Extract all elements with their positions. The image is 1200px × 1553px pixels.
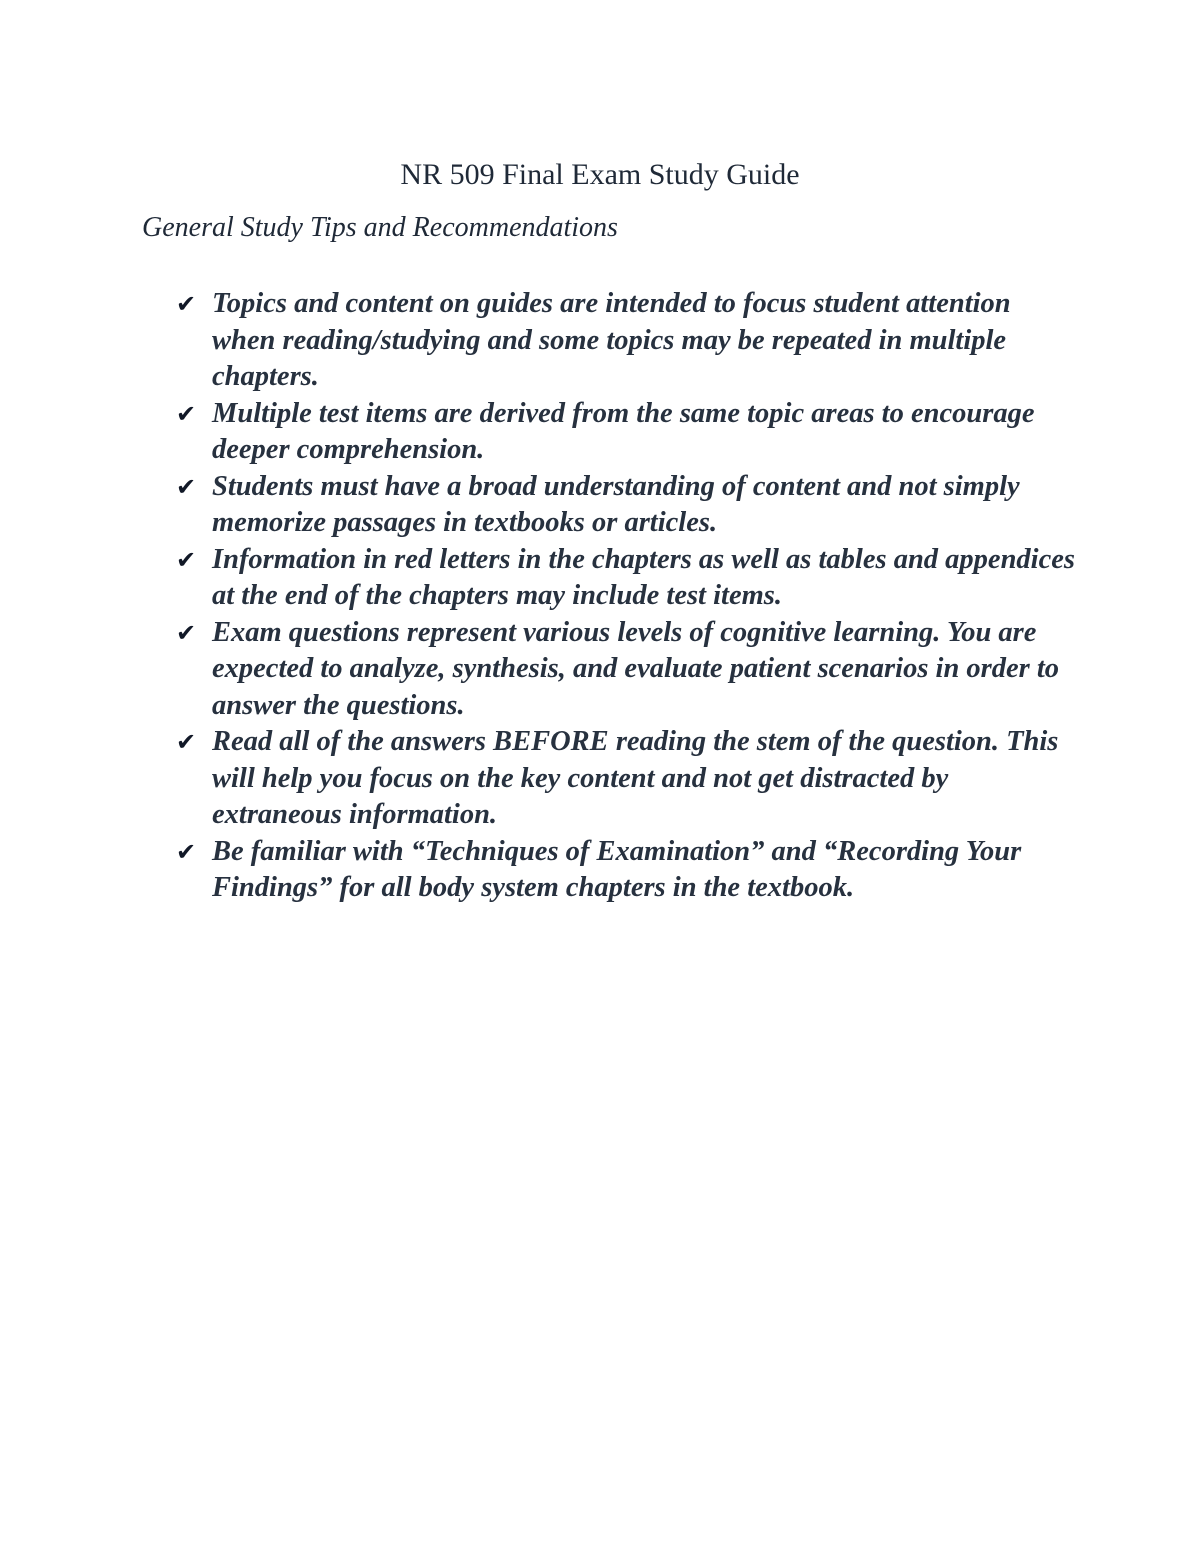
tip-text: Multiple test items are derived from the same topic areas to encourage deeper comprehension. [212,397,1035,465]
check-mark-icon: ✔ [176,728,197,756]
list-item [176,724,1076,834]
check-mark-icon: ✔ [176,290,197,318]
study-tips-list [176,286,1076,907]
list-item [176,834,1076,907]
list-item [176,615,1076,725]
check-mark-icon: ✔ [176,399,197,428]
check-mark-icon: ✔ [176,545,197,574]
page-title: NR 509 Final Exam Study Guide [400,158,800,191]
tip-text: Topics and content on guides are intended to focus student attention when reading/studying and some topics may be repeated in multiple chapters. [212,288,1011,392]
check-mark-icon: ✔ [176,837,197,866]
tip-text: Information in red letters in the chapters as well as tables and appendices at the end of the chapters may include test items. [212,543,1075,611]
list-item [176,396,1076,469]
list-item [176,469,1076,542]
check-mark-icon: ✔ [176,618,197,647]
list-item [176,286,1076,396]
section-heading: General Study Tips and Recommendations [142,212,618,243]
check-mark-icon: ✔ [176,472,197,501]
tip-text: Read all of the answers BEFORE reading the stem of the question. This will help you focus on the key content and not get distracted by extraneous information. [212,726,1059,830]
list-item [176,542,1076,615]
tip-text: Students must have a broad understanding of content and not simply memorize passages in textbooks or articles. [212,470,1020,538]
tip-text: Be familiar with “Techniques of Examination” and “Recording Your Findings” for all body system chapters in the textbook. [212,835,1022,903]
tip-text: Exam questions represent various levels of cognitive learning. You are expected to analyze, synthesis, and evaluate patient scenarios in order to answer the questions. [212,616,1060,721]
